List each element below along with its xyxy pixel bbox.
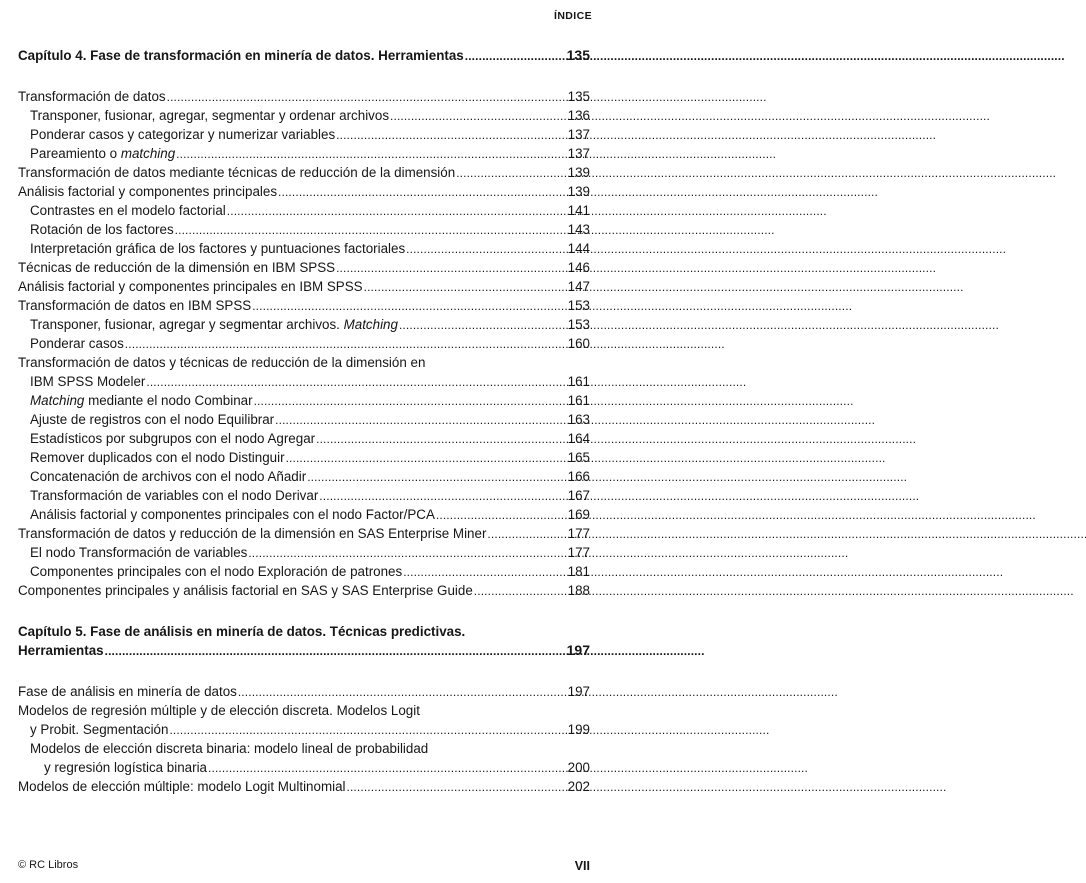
entry-text: y regresión logística binaria [44,760,208,775]
page-folio: VII [574,859,590,873]
page-number: 135 [567,89,590,104]
toc-entry-continuation[interactable] [18,372,590,391]
toc-entry[interactable] [18,429,590,448]
leader-dots [105,641,555,661]
toc-entry[interactable] [18,277,590,296]
toc-entry-continuation[interactable] [18,720,590,739]
entry-text: Transponer, fusionar, agregar y segmentar archivos. Matching [30,317,398,332]
toc-chapter-4[interactable] [18,46,590,65]
page-number: 188 [567,583,590,598]
toc-entry[interactable] [18,163,590,182]
entry-text: Transformación de datos en IBM SPSS [18,298,252,313]
toc-entry[interactable] [18,581,590,600]
entry-text: Transformación de variables con el nodo Derivar [30,488,319,503]
table-of-contents [18,46,590,796]
chapter-title: Herramientas [18,643,104,658]
page-number: 163 [567,412,590,427]
toc-entry[interactable] [18,220,590,239]
entry-text: Transformación de datos mediante técnicas de reducción de la dimensión [18,165,456,180]
page-number: 139 [567,165,590,180]
toc-entry[interactable] [18,125,590,144]
entry-text: Concatenación de archivos con el nodo Añadir [30,469,307,484]
page-number: 161 [567,393,590,408]
entry-text: Rotación de los factores [30,222,174,237]
page-number: 153 [567,317,590,332]
page-number: 169 [567,507,590,522]
page-number: 200 [567,760,590,775]
page-number: 164 [567,431,590,446]
toc-entry[interactable] [18,315,590,334]
page-number: 181 [567,564,590,579]
publisher-credit: © RC Libros [18,859,79,871]
toc-entry[interactable] [18,682,590,701]
page-number: 197 [566,642,590,658]
entry-text: Transponer, fusionar, agregar, segmentar y ordenar archivos [30,108,390,123]
entry-text: Modelos de elección múltiple: modelo Logit Multinomial [18,779,346,794]
entry-text: Transformación de datos y reducción de la dimensión en SAS Enterprise Miner [18,526,487,541]
page-number: 136 [567,108,590,123]
page-number: 137 [567,127,590,142]
toc-entry[interactable] [18,543,590,562]
entry-text: Análisis factorial y componentes principales con el nodo Factor/PCA [30,507,435,522]
page-number: 161 [567,374,590,389]
toc-entry[interactable] [18,239,590,258]
entry-text: El nodo Transformación de variables [30,545,248,560]
page-footer [18,859,590,873]
toc-entry[interactable] [18,182,590,201]
page-number: 197 [567,684,590,699]
page-number: 167 [567,488,590,503]
page-number: 137 [567,146,590,161]
toc-entry[interactable] [18,391,590,410]
entry-text: Análisis factorial y componentes principales en IBM SPSS [18,279,363,294]
entry-text: Transformación de datos [18,89,166,104]
page-number: 177 [567,545,590,560]
toc-chapter-5-continuation[interactable] [18,641,590,660]
entry-text: Estadísticos por subgrupos con el nodo Agregar [30,431,316,446]
entry-text: Componentes principales y análisis factorial en SAS y SAS Enterprise Guide [18,583,473,598]
page-number: 139 [567,184,590,199]
running-head: ÍNDICE [554,10,592,22]
page-number: 135 [566,47,590,63]
entry-text: Técnicas de reducción de la dimensión en IBM SPSS [18,260,336,275]
entry-text: Interpretación gráfica de los factores y puntuaciones factoriales [30,241,406,256]
entry-text: Ajuste de registros con el nodo Equilibrar [30,412,275,427]
entry-text: Ponderar casos [30,336,124,351]
page-number: 165 [567,450,590,465]
entry-text: Componentes principales con el nodo Exploración de patrones [30,564,403,579]
toc-entry[interactable] [18,106,590,125]
toc-entry[interactable] [18,739,590,758]
toc-entry[interactable] [18,334,590,353]
toc-entry[interactable] [18,524,590,543]
page-number: 146 [567,260,590,275]
page-number: 141 [567,203,590,218]
toc-entry[interactable] [18,258,590,277]
entry-text: Fase de análisis en minería de datos [18,684,237,699]
entry-text: Matching mediante el nodo Combinar [30,393,253,408]
entry-text: Transformación de datos y técnicas de reducción de la dimensión en [18,355,426,370]
toc-chapter-5[interactable] [18,622,590,641]
toc-entry[interactable] [18,144,590,163]
page-number: 166 [567,469,590,484]
toc-entry[interactable] [18,448,590,467]
page-number: 153 [567,298,590,313]
page-number: 202 [567,779,590,794]
toc-entry[interactable] [18,562,590,581]
toc-entry[interactable] [18,777,590,796]
toc-entry[interactable] [18,410,590,429]
toc-entry[interactable] [18,467,590,486]
entry-text: y Probit. Segmentación [30,722,169,737]
toc-entry-continuation[interactable] [18,758,590,777]
page-number: 160 [567,336,590,351]
toc-entry[interactable] [18,505,590,524]
toc-entry[interactable] [18,486,590,505]
entry-text: Modelos de regresión múltiple y de elección discreta. Modelos Logit [18,703,420,718]
chapter-title: Capítulo 5. Fase de análisis en minería de datos. Técnicas predictivas. [18,624,466,639]
page-number: 177 [567,526,590,541]
entry-text: IBM SPSS Modeler [30,374,146,389]
page-number: 199 [567,722,590,737]
page-number: 143 [567,222,590,237]
entry-text: Remover duplicados con el nodo Distinguir [30,450,285,465]
entry-text: Ponderar casos y categorizar y numerizar variables [30,127,336,142]
entry-text: Contrastes en el modelo factorial [30,203,226,218]
toc-entry[interactable] [18,353,590,372]
page-number: 147 [567,279,590,294]
toc-entry[interactable] [18,296,590,315]
toc-entry[interactable] [18,701,590,720]
leader-dots [465,46,555,66]
chapter-title: Capítulo 4. Fase de transformación en minería de datos. Herramientas [18,48,464,63]
page-number: 144 [567,241,590,256]
entry-text: Modelos de elección discreta binaria: modelo lineal de probabilidad [30,741,429,756]
entry-text: Análisis factorial y componentes principales [18,184,278,199]
toc-entry[interactable] [18,87,590,106]
entry-text: Pareamiento o matching [30,146,176,161]
toc-entry[interactable] [18,201,590,220]
